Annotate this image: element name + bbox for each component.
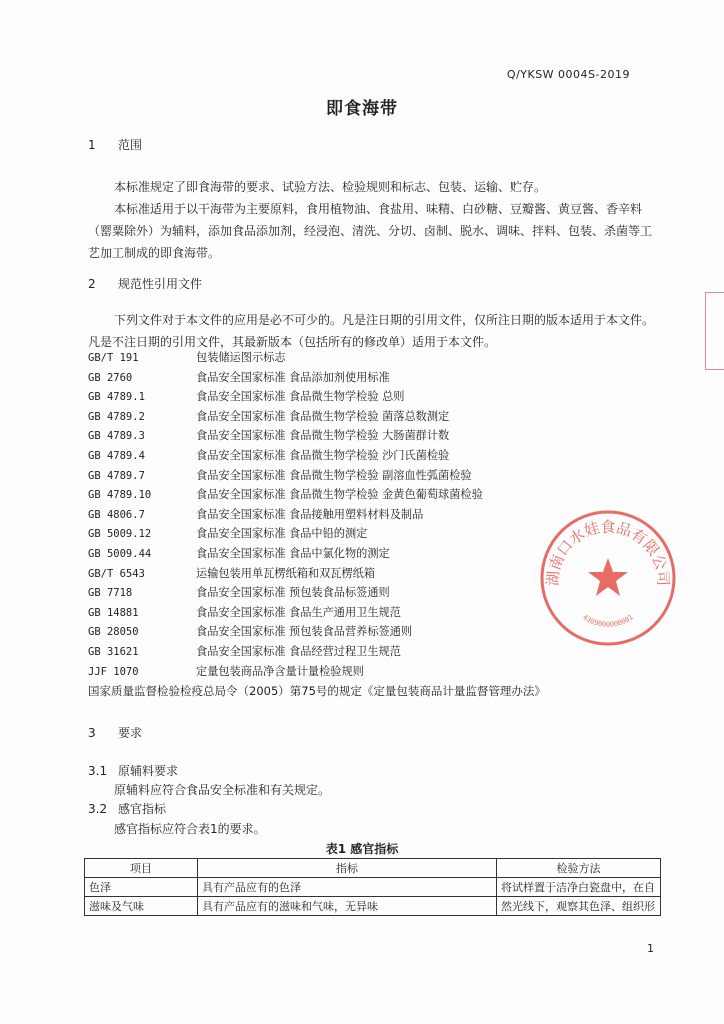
reference-name: 食品安全国家标准 食品经营过程卫生规范 bbox=[196, 644, 401, 658]
reference-row bbox=[88, 368, 483, 388]
seal-name: 湖南口水娃食品有限公司 bbox=[543, 518, 673, 587]
reference-name: 食品安全国家标准 预包装食品营养标签通则 bbox=[196, 625, 413, 639]
scope-paragraph-2: 本标准适用于以干海带为主要原料，食用植物油、食盐用、味精、白砂糖、豆瓣酱、黄豆酱、香辛料（罂粟除外）为辅料，添加食品添加剂，经浸泡、清洗、分切、卤制、脱水、调味、拌料、包装、杀菌等工艺加工制成的即食海带。 bbox=[88, 202, 653, 260]
section-number: 3 bbox=[88, 726, 96, 740]
regulation-line: 国家质量监督检验检疫总局令（2005）第75号的规定《定量包装商品计量监督管理办法》 bbox=[88, 684, 546, 698]
references-intro: 下列文件对于本文件的应用是必不可少的。凡是注日期的引用文件，仅所注日期的版本适用于本文件。凡是不注日期的引用文件，其最新版本（包括所有的修改单）适用于本文件。 bbox=[88, 313, 655, 349]
reference-code: GB 7718 bbox=[88, 587, 133, 600]
reference-row bbox=[88, 662, 483, 682]
reference-row bbox=[88, 485, 483, 505]
reference-name: 运输包装用单瓦楞纸箱和双瓦楞纸箱 bbox=[196, 566, 376, 580]
section-title: 规范性引用文件 bbox=[118, 277, 203, 291]
reference-row bbox=[88, 426, 483, 446]
reference-row bbox=[88, 642, 483, 662]
subsection-3-2-heading bbox=[88, 800, 166, 817]
reference-code: GB 4789.3 bbox=[88, 430, 145, 443]
seal-number: 4309000000001 bbox=[581, 613, 635, 629]
scope-paragraph-1: 本标准规定了即食海带的要求、试验方法、检验规则和标志、包装、运输、贮存。 bbox=[114, 180, 547, 194]
reference-code: GB 4789.4 bbox=[88, 449, 145, 462]
table-row bbox=[85, 897, 661, 916]
reference-row bbox=[88, 583, 483, 603]
reference-name: 食品安全国家标准 食品微生物学检验 副溶血性弧菌检验 bbox=[196, 468, 472, 482]
table-cell: 具有产品应有的滋味和气味，无异味 bbox=[198, 897, 497, 916]
table-cell: 将试样置于洁净白瓷盘中，在自 bbox=[497, 878, 661, 897]
reference-code: GB 4789.2 bbox=[88, 410, 145, 423]
table-row bbox=[85, 878, 661, 897]
reference-name: 食品安全国家标准 食品添加剂使用标准 bbox=[196, 370, 390, 384]
reference-row bbox=[88, 446, 483, 466]
reference-code: JJF 1070 bbox=[88, 665, 139, 678]
subsection-title: 感官指标 bbox=[118, 802, 167, 816]
reference-name: 食品安全国家标准 食品微生物学检验 大肠菌群计数 bbox=[196, 429, 450, 443]
section-2-heading bbox=[88, 275, 202, 292]
table-cell: 具有产品应有的色泽 bbox=[198, 878, 497, 897]
subsection-number: 3.2 bbox=[88, 802, 108, 816]
reference-code: GB 4789.1 bbox=[88, 391, 145, 404]
reference-row bbox=[88, 348, 483, 368]
table-cell: 然光线下，观察其色泽、组织形 bbox=[497, 897, 661, 916]
reference-name: 食品安全国家标准 食品中铅的测定 bbox=[196, 527, 368, 541]
reference-row bbox=[88, 544, 483, 564]
reference-name: 食品安全国家标准 食品接触用塑料材料及制品 bbox=[196, 507, 424, 521]
section-1-heading bbox=[88, 136, 142, 153]
seal-star-icon bbox=[588, 558, 628, 596]
reference-code: GB/T 191 bbox=[88, 352, 139, 364]
section-title: 要求 bbox=[118, 726, 143, 740]
reference-code: GB 31621 bbox=[88, 645, 139, 658]
reference-code: GB/T 6543 bbox=[88, 567, 145, 580]
reference-name: 食品安全国家标准 食品微生物学检验 金黄色葡萄球菌检验 bbox=[196, 488, 483, 502]
document-title: 即食海带 bbox=[326, 99, 398, 119]
reference-row bbox=[88, 387, 483, 407]
table-caption: 表1 感官指标 bbox=[325, 842, 399, 856]
reference-code: GB 2760 bbox=[88, 371, 133, 384]
section-number: 2 bbox=[88, 277, 96, 291]
reference-row bbox=[88, 505, 483, 525]
company-seal bbox=[538, 508, 678, 648]
standard-code: Q/YKSW 0004S-2019 bbox=[506, 68, 630, 81]
table-header-cell: 指标 bbox=[198, 859, 497, 878]
reference-name: 食品安全国家标准 食品微生物学检验 沙门氏菌检验 bbox=[196, 448, 450, 462]
reference-row bbox=[88, 603, 483, 623]
reference-name: 食品安全国家标准 预包装食品标签通则 bbox=[196, 586, 390, 600]
reference-code: GB 28050 bbox=[88, 626, 139, 639]
section-number: 1 bbox=[88, 138, 96, 152]
reference-name: 包装储运图示标志 bbox=[196, 351, 286, 364]
table-header-cell: 检验方法 bbox=[497, 859, 661, 878]
reference-code: GB 4806.7 bbox=[88, 508, 145, 521]
edge-stamp-fragment bbox=[705, 292, 724, 370]
reference-code: GB 14881 bbox=[88, 606, 139, 619]
reference-name: 食品安全国家标准 食品生产通用卫生规范 bbox=[196, 605, 401, 619]
subsection-3-2-text: 感官指标应符合表1的要求。 bbox=[114, 822, 266, 836]
table-cell: 色泽 bbox=[85, 878, 198, 897]
sensory-table bbox=[84, 858, 661, 916]
subsection-number: 3.1 bbox=[88, 764, 108, 778]
section-3-heading bbox=[88, 724, 142, 741]
reference-name: 定量包装商品净含量计量检验规则 bbox=[196, 664, 364, 678]
reference-row bbox=[88, 564, 483, 584]
reference-row bbox=[88, 466, 483, 486]
reference-name: 食品安全国家标准 食品微生物学检验 总则 bbox=[196, 390, 405, 404]
subsection-3-1-heading bbox=[88, 762, 178, 779]
reference-list bbox=[88, 348, 483, 681]
section-title: 范围 bbox=[118, 138, 143, 152]
page-number: 1 bbox=[647, 942, 654, 955]
reference-row bbox=[88, 524, 483, 544]
reference-code: GB 4789.7 bbox=[88, 469, 145, 482]
reference-row bbox=[88, 407, 483, 427]
reference-code: GB 5009.12 bbox=[88, 528, 152, 541]
reference-name: 食品安全国家标准 食品微生物学检验 菌落总数测定 bbox=[196, 409, 450, 423]
table-header-row bbox=[85, 859, 661, 878]
reference-code: GB 4789.10 bbox=[88, 489, 152, 502]
table-header-cell: 项目 bbox=[85, 859, 198, 878]
table-cell: 滋味及气味 bbox=[85, 897, 198, 916]
subsection-3-1-text: 原辅料应符合食品安全标准和有关规定。 bbox=[114, 783, 331, 797]
subsection-title: 原辅料要求 bbox=[118, 764, 179, 778]
reference-name: 食品安全国家标准 食品中氯化物的测定 bbox=[196, 546, 390, 560]
reference-row bbox=[88, 622, 483, 642]
reference-code: GB 5009.44 bbox=[88, 547, 152, 560]
